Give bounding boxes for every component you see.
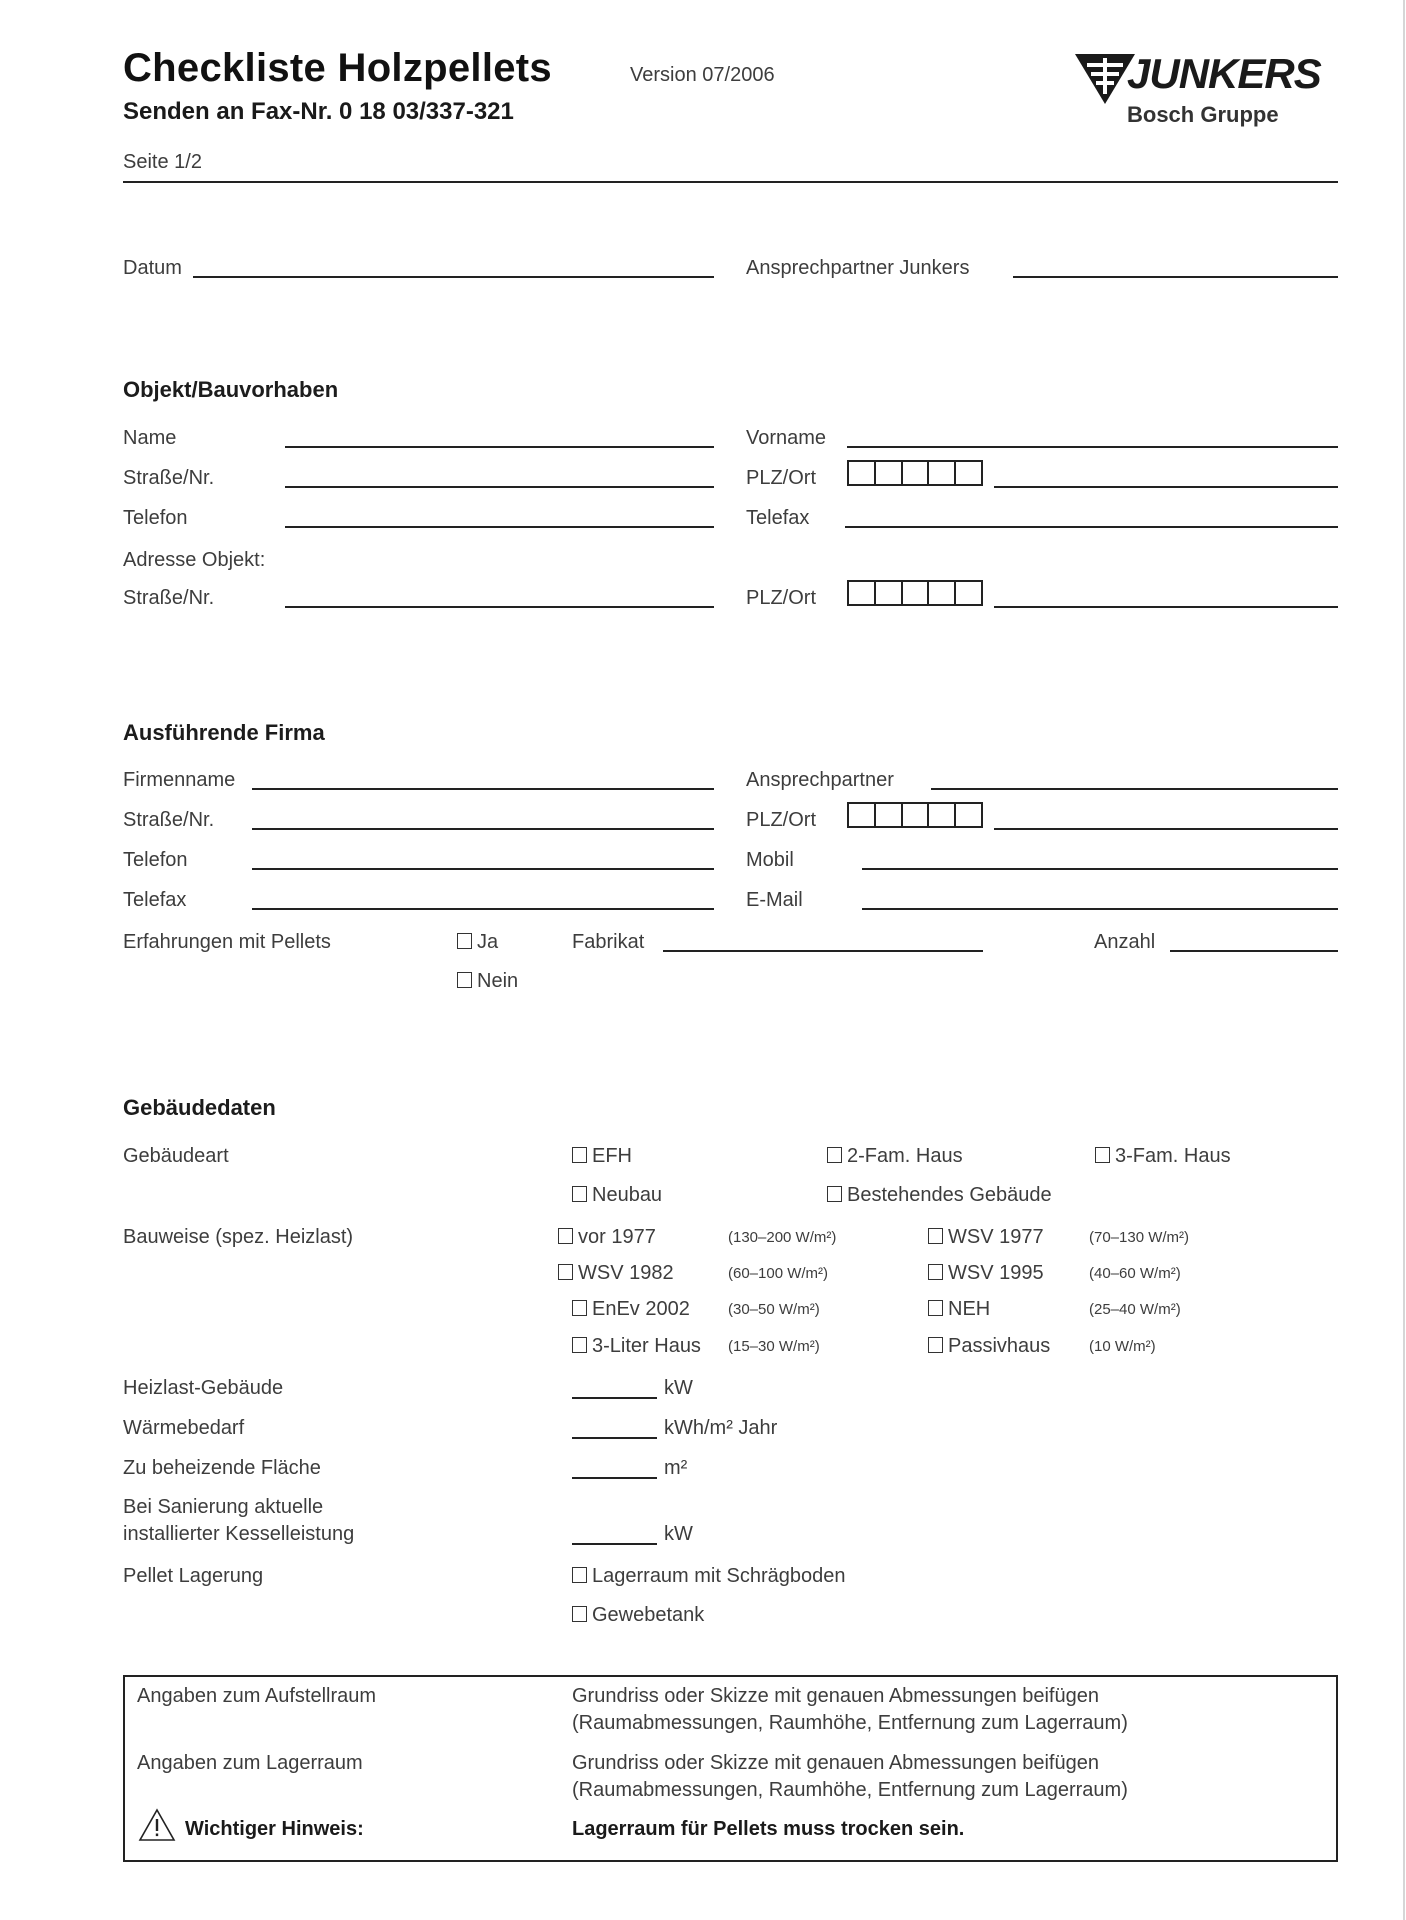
dreifam-checkbox[interactable]: 3-Fam. Haus [1095, 1144, 1231, 1168]
erfahrungen-label: Erfahrungen mit Pellets [123, 931, 331, 953]
email-field[interactable] [862, 908, 1338, 910]
sanierung-field[interactable] [572, 1543, 657, 1545]
bauweise-option[interactable]: vor 1977 [558, 1225, 656, 1249]
adresse-objekt-label: Adresse Objekt: [123, 549, 266, 571]
waermebedarf-field[interactable] [572, 1437, 657, 1439]
bauweise-option[interactable]: EnEv 2002 [572, 1297, 690, 1321]
objekt-plz-field[interactable] [847, 580, 983, 606]
bauweise-range: (130–200 W/m²) [728, 1229, 837, 1246]
strasse-label: Straße/Nr. [123, 467, 215, 489]
section-objekt-heading: Objekt/Bauvorhaben [123, 377, 339, 402]
ansprechpartner-junkers-field[interactable] [1013, 276, 1338, 278]
lagerraum-text-2: (Raumabmessungen, Raumhöhe, Entfernung zum Lagerraum) [572, 1779, 1128, 1801]
firma-plz-field[interactable] [847, 802, 983, 828]
datum-label: Datum [123, 257, 182, 279]
firma-strasse-label: Straße/Nr. [123, 809, 215, 831]
lagerraum-label: Angaben zum Lagerraum [137, 1752, 363, 1774]
page-number: Seite 1/2 [123, 151, 202, 173]
checkbox-icon[interactable] [558, 1228, 573, 1244]
firma-telefax-label: Telefax [123, 889, 187, 911]
firmenname-field[interactable] [252, 788, 714, 790]
checkbox-icon[interactable] [457, 972, 472, 988]
bauweise-option[interactable]: WSV 1995 [928, 1261, 1044, 1285]
checkbox-icon[interactable] [827, 1147, 842, 1163]
bauweise-range: (40–60 W/m²) [1089, 1265, 1181, 1282]
telefax-label: Telefax [746, 507, 810, 529]
firma-plz-ort-label: PLZ/Ort [746, 809, 817, 831]
bauweise-range: (30–50 W/m²) [728, 1301, 820, 1318]
objekt-strasse-field[interactable] [285, 606, 714, 608]
brand-subtitle: Bosch Gruppe [1127, 102, 1279, 127]
hinweis-label: Wichtiger Hinweis: [185, 1818, 364, 1840]
sanierung-unit: kW [664, 1523, 693, 1545]
lagerung-label: Pellet Lagerung [123, 1565, 264, 1587]
bauweise-range: (70–130 W/m²) [1089, 1229, 1190, 1246]
checkbox-icon[interactable] [928, 1337, 943, 1353]
page-edge [1403, 0, 1405, 1920]
strasse-field[interactable] [285, 486, 714, 488]
flaeche-field[interactable] [572, 1477, 657, 1479]
ja-checkbox[interactable]: Ja [457, 930, 498, 954]
mobil-field[interactable] [862, 868, 1338, 870]
mobil-label: Mobil [746, 849, 794, 871]
gewebetank-checkbox[interactable]: Gewebetank [572, 1603, 704, 1627]
checkbox-icon[interactable] [572, 1337, 587, 1353]
checkbox-icon[interactable] [928, 1300, 943, 1316]
aufstellraum-label: Angaben zum Aufstellraum [137, 1685, 377, 1707]
fabrikat-label: Fabrikat [572, 931, 645, 953]
bestehend-checkbox[interactable]: Bestehendes Gebäude [827, 1183, 1052, 1207]
schraegboden-checkbox[interactable]: Lagerraum mit Schrägboden [572, 1564, 845, 1588]
checkbox-icon[interactable] [572, 1186, 587, 1202]
bauweise-option[interactable]: Passivhaus [928, 1334, 1050, 1358]
bauweise-range: (15–30 W/m²) [728, 1338, 820, 1355]
bauweise-option[interactable]: NEH [928, 1297, 990, 1321]
telefon-label: Telefon [123, 507, 188, 529]
sanierung-label-line1: Bei Sanierung aktuelle [123, 1496, 324, 1518]
bauweise-option[interactable]: WSV 1977 [928, 1225, 1044, 1249]
checkbox-icon[interactable] [572, 1606, 587, 1622]
ort-field[interactable] [994, 486, 1338, 488]
firmenname-label: Firmenname [123, 769, 236, 791]
neubau-checkbox[interactable]: Neubau [572, 1183, 662, 1207]
bauweise-label: Bauweise (spez. Heizlast) [123, 1226, 354, 1248]
firma-strasse-field[interactable] [252, 828, 714, 830]
efh-checkbox[interactable]: EFH [572, 1144, 632, 1168]
firma-ansprechpartner-field[interactable] [931, 788, 1338, 790]
telefax-field[interactable] [845, 526, 1338, 528]
objekt-ort-field[interactable] [994, 606, 1338, 608]
firma-telefon-field[interactable] [252, 868, 714, 870]
bauweise-option[interactable]: WSV 1982 [558, 1261, 674, 1285]
warning-icon [138, 1808, 176, 1842]
nein-checkbox[interactable]: Nein [457, 969, 518, 993]
bauweise-range: (25–40 W/m²) [1089, 1301, 1181, 1318]
datum-field[interactable] [193, 276, 714, 278]
header-rule [123, 181, 1338, 183]
plz-ort-label: PLZ/Ort [746, 467, 817, 489]
checkbox-icon[interactable] [928, 1228, 943, 1244]
section-gebaeude-heading: Gebäudedaten [123, 1095, 276, 1120]
bauweise-range: (10 W/m²) [1089, 1338, 1156, 1355]
fabrikat-field[interactable] [663, 950, 983, 952]
checkbox-icon[interactable] [572, 1567, 587, 1583]
objekt-plz-ort-label: PLZ/Ort [746, 587, 817, 609]
vorname-label: Vorname [746, 427, 827, 449]
firma-ort-field[interactable] [994, 828, 1338, 830]
checkbox-icon[interactable] [1095, 1147, 1110, 1163]
lagerraum-text-1: Grundriss oder Skizze mit genauen Abmessungen beifügen [572, 1752, 1099, 1774]
email-label: E-Mail [746, 889, 803, 911]
version-label: Version 07/2006 [630, 64, 775, 86]
page-title: Checkliste Holzpellets [123, 46, 552, 90]
anzahl-field[interactable] [1170, 950, 1338, 952]
checkbox-icon[interactable] [457, 933, 472, 949]
fax-number: Senden an Fax-Nr. 0 18 03/337-321 [123, 98, 514, 125]
waermebedarf-unit: kWh/m² Jahr [664, 1417, 778, 1439]
name-label: Name [123, 427, 177, 449]
brand-name: JUNKERS [1127, 50, 1321, 97]
checkbox-icon[interactable] [827, 1186, 842, 1202]
zweifam-checkbox[interactable]: 2-Fam. Haus [827, 1144, 963, 1168]
firma-telefax-field[interactable] [252, 908, 714, 910]
gebaeudeart-label: Gebäudeart [123, 1145, 229, 1167]
firma-telefon-label: Telefon [123, 849, 188, 871]
telefon-field[interactable] [285, 526, 714, 528]
junkers-emblem-icon [1075, 54, 1135, 104]
waermebedarf-label: Wärmebedarf [123, 1417, 245, 1439]
bauweise-range: (60–100 W/m²) [728, 1265, 829, 1282]
ansprechpartner-junkers-label: Ansprechpartner Junkers [746, 257, 970, 279]
bauweise-option[interactable]: 3-Liter Haus [572, 1334, 701, 1358]
flaeche-label: Zu beheizende Fläche [123, 1457, 321, 1479]
aufstellraum-text-2: (Raumabmessungen, Raumhöhe, Entfernung zum Lagerraum) [572, 1712, 1128, 1734]
heizlast-label: Heizlast-Gebäude [123, 1377, 284, 1399]
aufstellraum-text-1: Grundriss oder Skizze mit genauen Abmessungen beifügen [572, 1685, 1099, 1707]
checkbox-icon[interactable] [928, 1264, 943, 1280]
plz-field[interactable] [847, 460, 983, 486]
firma-ansprechpartner-label: Ansprechpartner [746, 769, 894, 791]
sanierung-label-line2: installierter Kesselleistung [123, 1523, 355, 1545]
checkbox-icon[interactable] [572, 1300, 587, 1316]
vorname-field[interactable] [847, 446, 1338, 448]
anzahl-label: Anzahl [1094, 931, 1156, 953]
objekt-strasse-label: Straße/Nr. [123, 587, 215, 609]
heizlast-unit: kW [664, 1377, 693, 1399]
heizlast-field[interactable] [572, 1397, 657, 1399]
name-field[interactable] [285, 446, 714, 448]
hinweis-text: Lagerraum für Pellets muss trocken sein. [572, 1818, 965, 1840]
flaeche-unit: m² [664, 1457, 688, 1479]
section-firma-heading: Ausführende Firma [123, 720, 325, 745]
checkbox-icon[interactable] [558, 1264, 573, 1280]
checkbox-icon[interactable] [572, 1147, 587, 1163]
